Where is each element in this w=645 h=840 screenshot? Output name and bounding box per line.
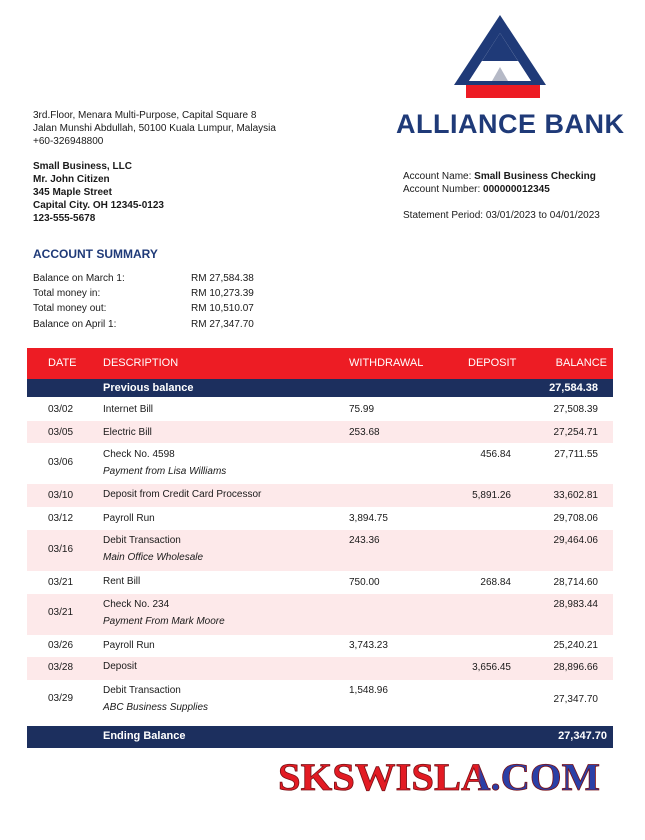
ending-balance-value: 27,347.70 [558,730,607,742]
row-subdescription: ABC Business Supplies [103,702,209,713]
ending-balance-row [27,726,613,748]
row-date: 03/10 [48,490,74,501]
row-balance: 33,602.81 [553,490,598,501]
table-row [27,594,613,635]
row-deposit: 268.84 [480,577,511,588]
customer-phone: 123-555-5678 [33,213,96,224]
summary-row [33,303,263,317]
summary-title: ACCOUNT SUMMARY [33,247,158,261]
row-balance: 25,240.21 [553,640,598,651]
row-balance: 27,508.39 [553,404,598,415]
row-date: 03/26 [48,640,74,651]
bank-address-line: 3rd.Floor, Menara Multi-Purpose, Capital Square 8 [33,110,257,121]
row-withdrawal: 1,548.96 [349,685,388,696]
row-date: 03/21 [48,577,74,588]
summary-row [33,273,263,287]
summary-label: Total money out: [33,303,107,314]
summary-value: RM 10,510.07 [191,303,254,314]
row-description: Debit Transaction [103,685,181,696]
row-date: 03/12 [48,513,74,524]
statement-period: Statement Period: 03/01/2023 to 04/01/2023 [403,210,600,221]
row-withdrawal: 750.00 [349,577,380,588]
customer-street: 345 Maple Street [33,187,112,198]
bank-name: ALLIANCE BANK [396,109,625,139]
account-name-value: Small Business Checking [474,171,596,182]
row-balance: 27,347.70 [553,694,598,705]
previous-balance-value: 27,584.38 [549,382,598,394]
row-description: Check No. 4598 [103,449,175,460]
row-balance: 29,464.06 [553,535,598,546]
row-balance: 28,983.44 [553,599,598,610]
summary-value: RM 27,347.70 [191,319,254,330]
row-withdrawal: 3,894.75 [349,513,388,524]
table-row [27,399,613,421]
header-date: DATE [48,357,77,369]
previous-balance-label: Previous balance [103,382,194,394]
row-date: 03/05 [48,427,74,438]
table-row [27,635,613,657]
customer-name: Mr. John Citizen [33,174,110,185]
summary-label: Balance on March 1: [33,273,125,284]
row-withdrawal: 3,743.23 [349,640,388,651]
row-date: 03/02 [48,404,74,415]
row-date: 03/28 [48,662,74,673]
ending-balance-label: Ending Balance [103,730,186,742]
row-balance: 29,708.06 [553,513,598,524]
row-deposit: 3,656.45 [472,662,511,673]
header-withdrawal: WITHDRAWAL [349,357,424,369]
row-subdescription: Payment from Lisa Williams [103,466,227,477]
row-subdescription: Main Office Wholesale [103,552,204,563]
row-deposit: 456.84 [480,449,511,460]
table-header [27,348,613,379]
header-description: DESCRIPTION [103,357,179,369]
row-description: Electric Bill [103,427,152,438]
row-description: Payroll Run [103,513,155,524]
previous-balance-row [27,379,613,397]
summary-row [33,319,263,333]
header-deposit: DEPOSIT [468,357,517,369]
customer-address [33,160,164,225]
table-row [27,530,613,571]
table-row [27,571,613,594]
row-description: Check No. 234 [103,599,170,610]
row-balance: 27,254.71 [553,427,598,438]
account-number-value: 000000012345 [483,184,550,195]
customer-city: Capital City. OH 12345-0123 [33,200,164,211]
account-number-label: Account Number: [403,184,484,195]
row-withdrawal: 243.36 [349,535,380,546]
table-row [27,421,613,443]
header-balance: BALANCE [555,357,607,369]
bank-phone: +60-326948800 [33,136,104,147]
row-description: Rent Bill [103,576,141,587]
summary-row [33,288,263,302]
account-info [403,170,596,196]
row-date: 03/06 [48,457,74,468]
summary-value: RM 10,273.39 [191,288,254,299]
row-description: Payroll Run [103,640,155,651]
row-balance: 27,711.55 [554,449,598,460]
account-name-label: Account Name: [403,171,475,182]
table-row [27,507,613,530]
row-deposit: 5,891.26 [472,490,511,501]
row-description: Deposit from Credit Card Processor [103,489,262,500]
row-date: 03/16 [48,544,74,555]
bank-address-line: Jalan Munshi Abdullah, 50100 Kuala Lumpur, Malaysia [33,123,276,134]
table-row [27,484,613,507]
customer-company: Small Business, LLC [33,161,132,172]
row-description: Debit Transaction [103,535,181,546]
watermark-logo [276,752,606,800]
bank-address [33,109,276,148]
summary-value: RM 27,584.38 [191,273,254,284]
watermark-text: SKSWISLA.COM [278,756,600,799]
row-description: Deposit [103,661,137,672]
table-row [27,443,613,484]
alliance-bank-logo-icon [452,15,548,99]
row-balance: 28,896.66 [553,662,598,673]
row-withdrawal: 253.68 [349,427,380,438]
table-row [27,680,613,722]
table-row [27,657,613,680]
summary-label: Balance on April 1: [33,319,117,330]
row-description: Internet Bill [103,404,154,415]
row-date: 03/29 [48,693,74,704]
row-subdescription: Payment From Mark Moore [103,616,225,627]
row-withdrawal: 75.99 [349,404,375,415]
row-balance: 28,714.60 [553,577,598,588]
summary-label: Total money in: [33,288,101,299]
row-date: 03/21 [48,607,74,618]
